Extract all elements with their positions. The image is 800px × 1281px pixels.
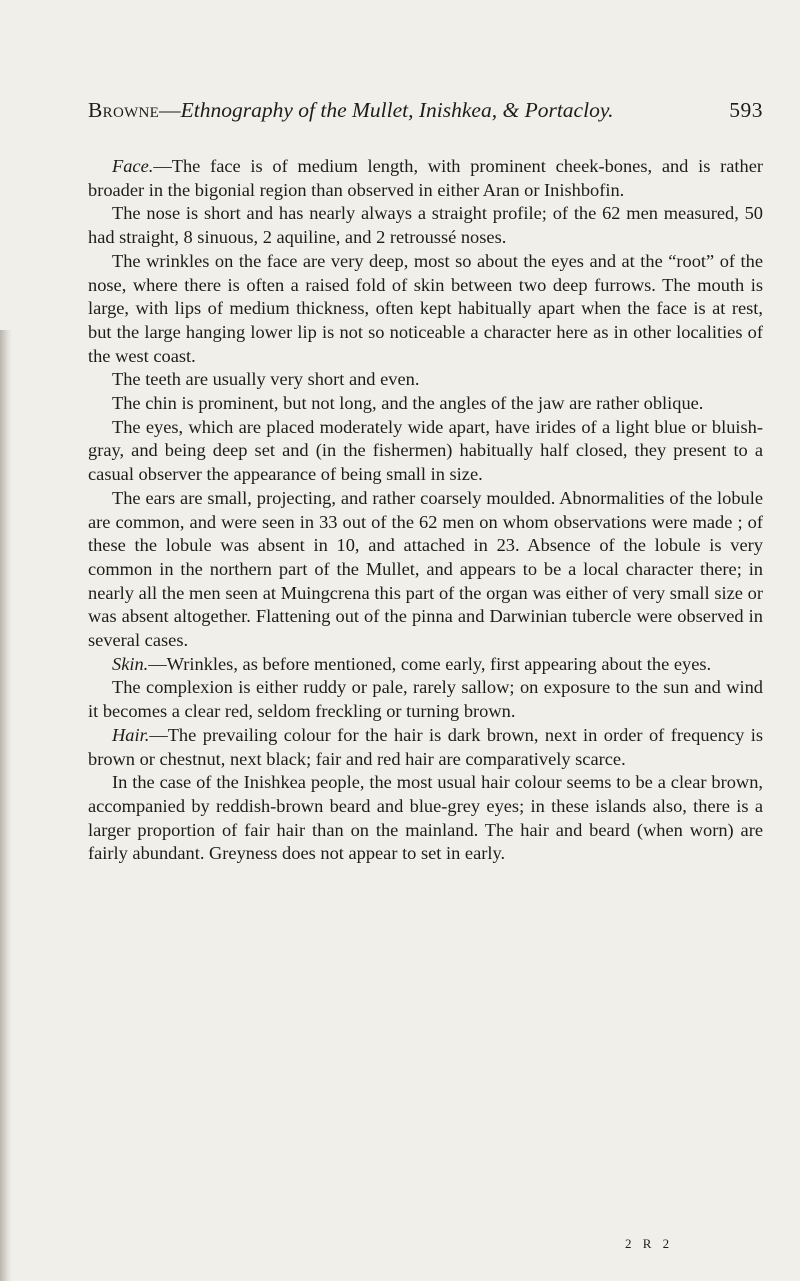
paragraph [88, 676, 763, 723]
paragraph [88, 250, 763, 369]
paragraph [88, 487, 763, 653]
paragraph-lead: Skin. [112, 653, 149, 674]
paragraph-lead: Hair. [112, 724, 150, 745]
paragraph [88, 416, 763, 487]
signature-mark: 2 R 2 [625, 1236, 674, 1251]
running-header [88, 97, 763, 123]
header-left [88, 97, 614, 123]
paragraph [88, 771, 763, 866]
paragraph-text: The wrinkles on the face are very deep, most so about the eyes and at the “root” of the nose, where there is often a raised fold of skin between two deep furrows. The mouth is large, with lips of medium thickness, often kept habitually apart when the face is at rest, but the large hanging lower lip is not so noticeable a character here as in other localities of the west coast. [88, 250, 763, 366]
paragraph-text: The complexion is either ruddy or pale, rarely sallow; on exposure to the sun and wind it becomes a clear red, seldom freckling or turning brown. [88, 677, 763, 722]
header-title: Ethnography of the Mullet, Inishkea, & Portacloy. [180, 98, 614, 122]
paragraph-text: —Wrinkles, as before mentioned, come early, first appearing about the eyes. [148, 653, 712, 674]
paragraph-text: The teeth are usually very short and even. [112, 369, 420, 390]
paragraph [88, 368, 763, 392]
paragraph [88, 392, 763, 416]
page-number: 593 [729, 98, 763, 122]
paragraph-text: The ears are small, projecting, and rather coarsely moulded. Abnormalities of the lobule are common, and were seen in 33 out of the 62 men on whom observations were made ; of these the lobule was absent in 10, and attached in 23. Absence of the lobule is very common in the northern part of the Mullet, and appears to be a local character there; in nearly all the men seen at Muingcrena this part of the organ was either of very small size or was absent altogether. Flattening out of the pinna and Darwinian tubercle were observed in several cases. [88, 487, 763, 651]
paragraph-text: —The face is of medium length, with prominent cheek-bones, and is rather broader in the bigonial region than observed in either Aran or Inishbofin. [88, 156, 763, 200]
paragraph-lead: Face. [112, 156, 154, 176]
paragraph-text: The eyes, which are placed moderately wide apart, have irides of a light blue or bluish-gray, and being deep set and (in the fishermen) habitually half closed, they present to a casual observer the appearance of being small in size. [88, 416, 763, 485]
paragraph [88, 724, 763, 771]
paragraph [88, 155, 763, 202]
body-text [88, 155, 763, 866]
paragraph [88, 202, 763, 249]
paragraph-text: In the case of the Inishkea people, the most usual hair colour seems to be a clear brown, accompanied by reddish-brown beard and blue-grey eyes; in these islands also, there is a larger proportion of fair hair than on the mainland. The hair and beard (when worn) are fairly abundant. Greyness does not appear to set in early. [88, 772, 763, 864]
header-author: Browne [88, 98, 160, 122]
paragraph-text: The chin is prominent, but not long, and the angles of the jaw are rather oblique. [112, 393, 704, 414]
paragraph-text: —The prevailing colour for the hair is dark brown, next in order of frequency is brown or chestnut, next black; fair and red hair are comparatively scarce. [88, 724, 763, 769]
paragraph [88, 653, 763, 677]
binding-shadow [0, 330, 12, 1281]
paragraph-text: The nose is short and has nearly always a straight profile; of the 62 men measured, 50 had straight, 8 sinuous, 2 aquiline, and 2 retroussé noses. [88, 203, 763, 248]
header-separator: — [159, 98, 181, 122]
